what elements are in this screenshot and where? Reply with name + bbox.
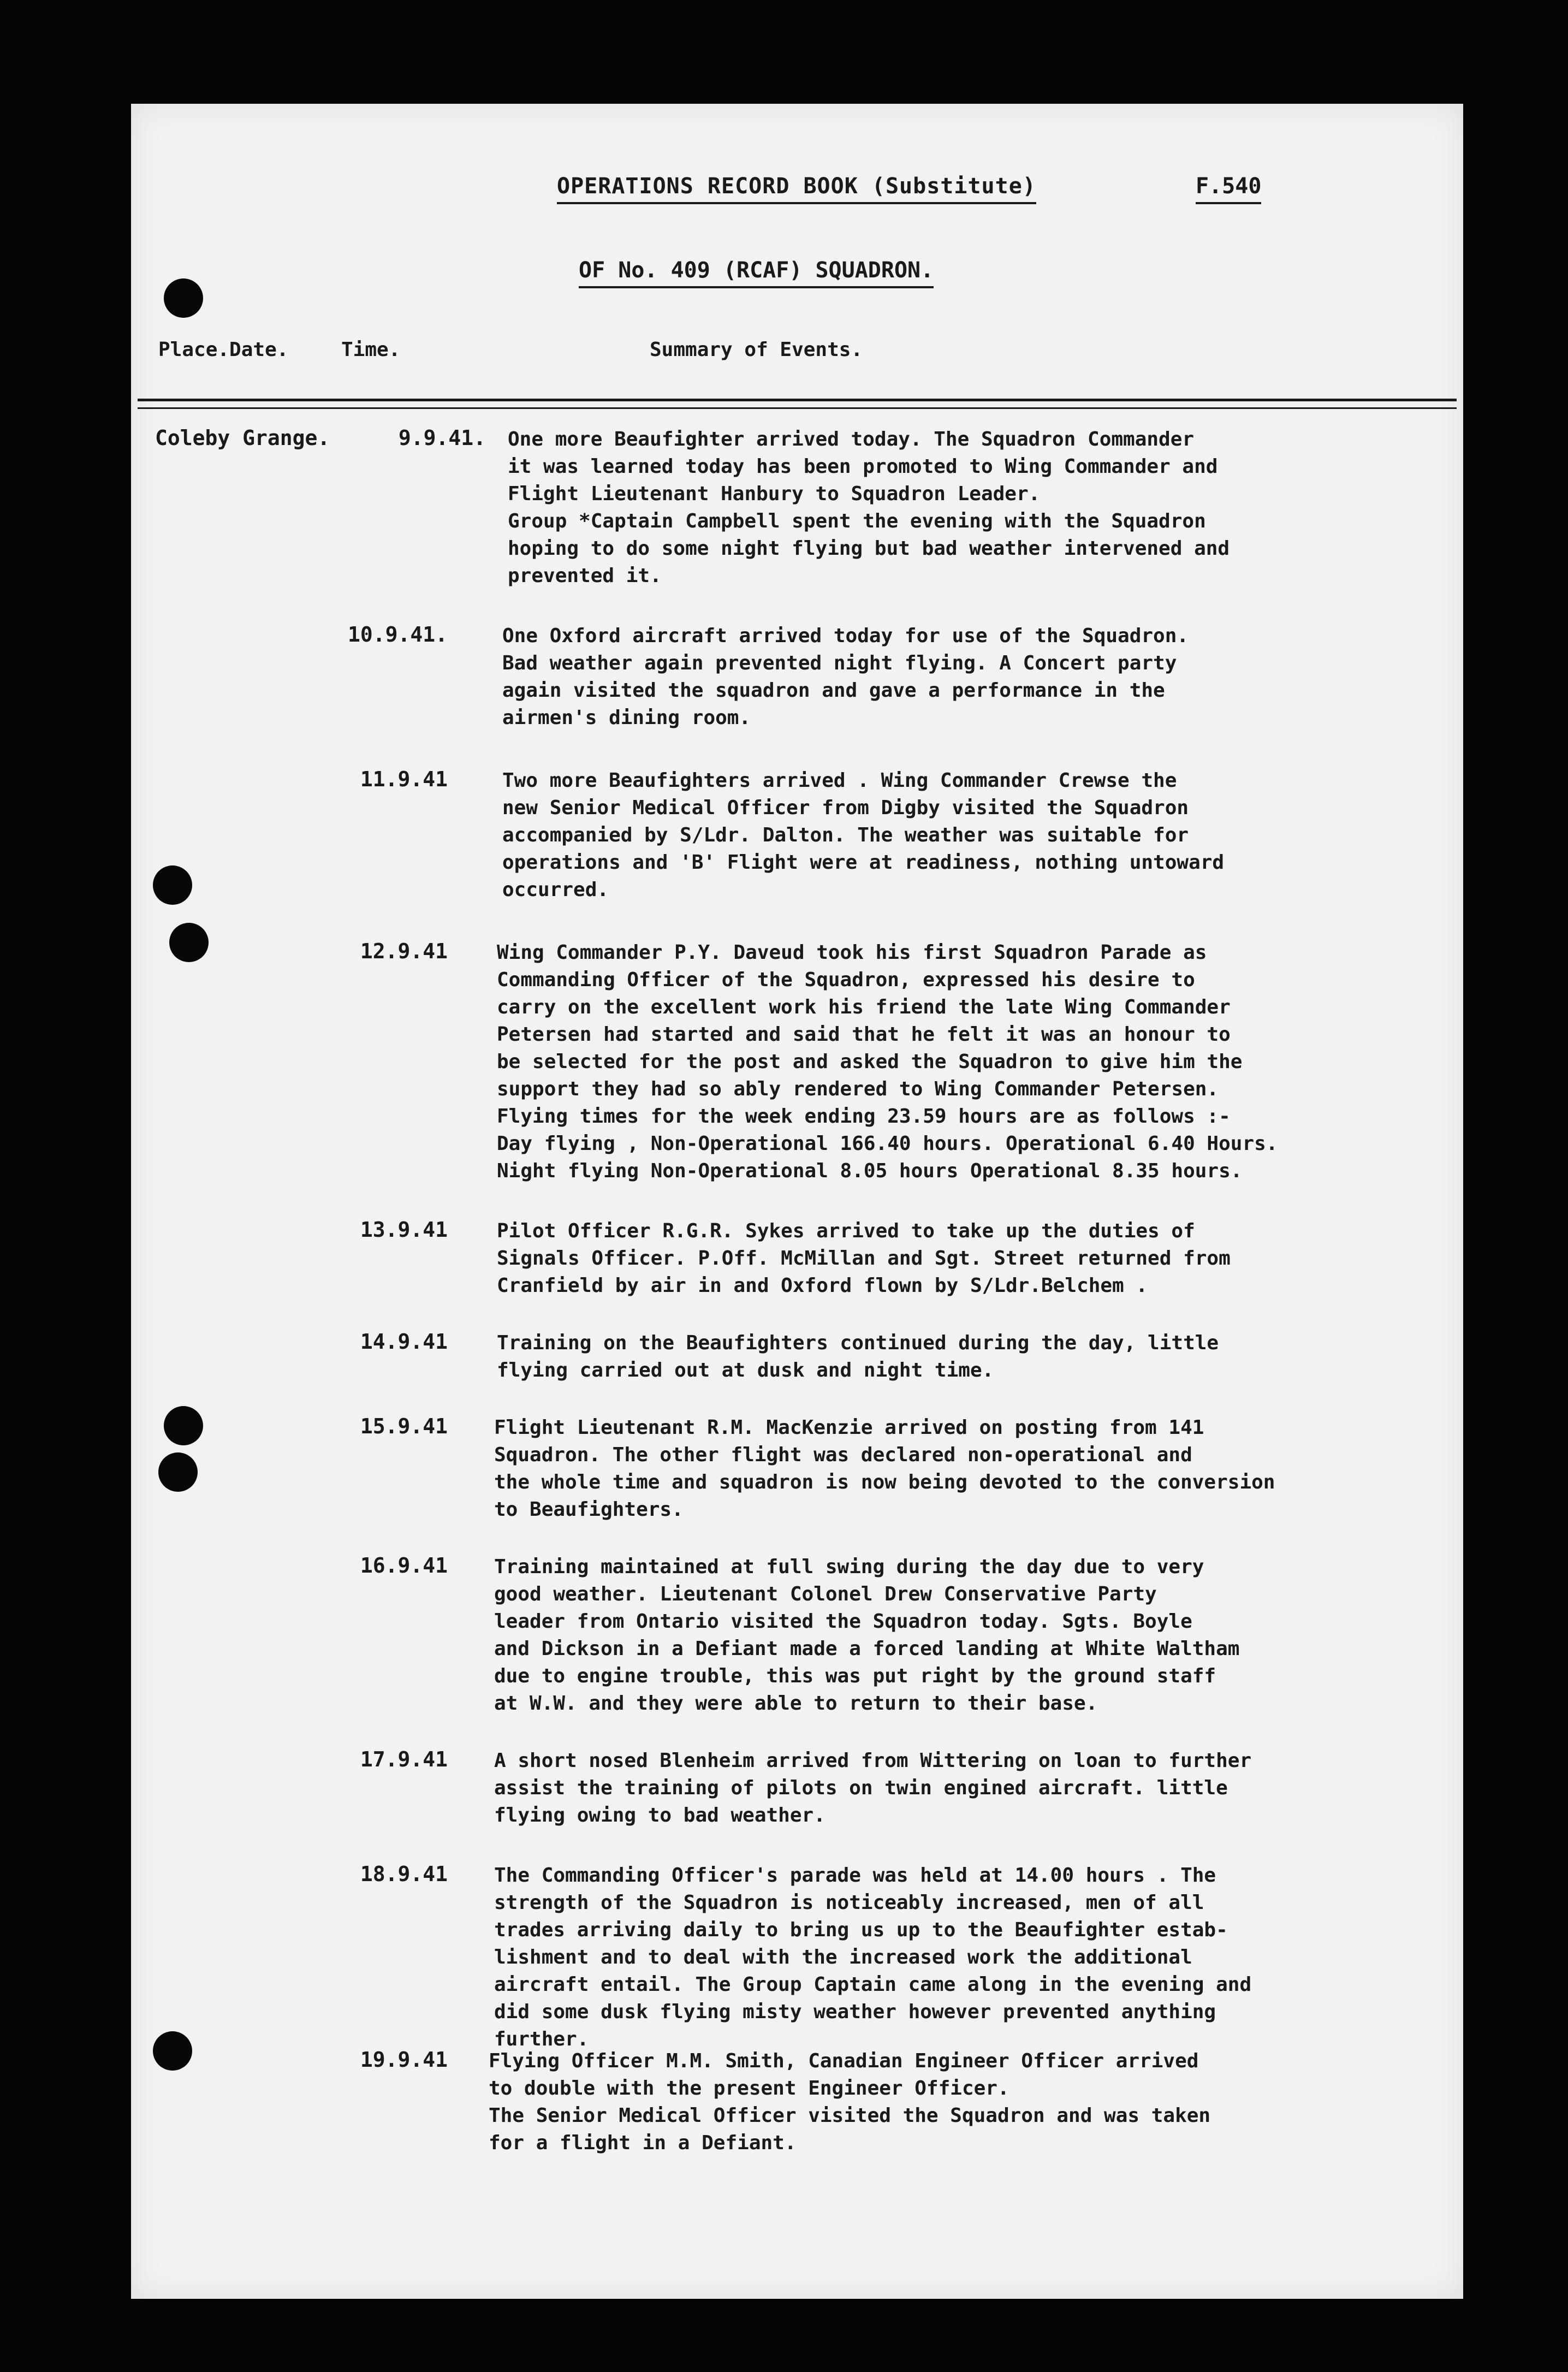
entry-date: 13.9.41: [360, 1218, 448, 1242]
header-divider: [138, 399, 1457, 401]
punch-hole: [153, 2031, 192, 2071]
header-divider-thin: [138, 407, 1457, 409]
entry-date: 17.9.41: [360, 1747, 448, 1771]
entry-date: 15.9.41: [360, 1414, 448, 1438]
punch-hole: [153, 865, 192, 905]
punch-hole: [164, 278, 203, 318]
entry-summary: Wing Commander P.Y. Daveud took his first Squadron Parade as Commanding Officer of the Squadron, expressed his desire to carry on the excellent work his friend the late Wing Commander Petersen had started and said that he felt it was an honour to be selected for the post and asked the Squadron to give him the support they had so ably rendered to Wing Commander Petersen. Flying times for the week ending 23.59 hours are as follows :- Day flying , Non-Operational 166.40 hours. Operational 6.40 Hours. Night flying Non-Operational 8.05 hours Operational 8.35 hours.: [497, 941, 1278, 1182]
entry-summary: A short nosed Blenheim arrived from Wittering on loan to further assist the training of pilots on twin engined aircraft. little flying owing to bad weather.: [494, 1750, 1252, 1827]
form-title: OPERATIONS RECORD BOOK (Substitute): [557, 174, 1036, 204]
entry-date: 18.9.41: [360, 1862, 448, 1886]
entry-summary: One more Beaufighter arrived today. The Squadron Commander it was learned today has been promoted to Wing Commander and Flight Lieutenant Hanbury to Squadron Leader. Group *Captain Campbell spent the evening with the Squadron hoping to do some night flying but bad weather intervened and prevented it.: [508, 428, 1230, 587]
record-page: [131, 104, 1463, 2299]
entry-date: 19.9.41: [360, 2048, 448, 2072]
column-header-time: Time.: [341, 339, 401, 361]
entry-summary: One Oxford aircraft arrived today for use of the Squadron. Bad weather again prevented night flying. A Concert party again visited the squadron and gave a performance in the airmen's dining room.: [502, 625, 1189, 729]
entry-summary: The Commanding Officer's parade was held at 14.00 hours . The strength of the Squadron is noticeably increased, men of all trades arriving daily to bring us up to the Beaufighter estab- lishment and to deal with the increased work the additional aircraft entail. The Group Captain came along in the evening and did some dusk flying misty weather however prevented anything further.: [494, 1864, 1252, 2050]
punch-hole: [164, 1406, 203, 1445]
column-header-summary: Summary of Events.: [650, 339, 863, 361]
entry-place: Coleby Grange.: [155, 426, 330, 450]
entry-summary: Flying Officer M.M. Smith, Canadian Engineer Officer arrived to double with the present Engineer Officer. The Senior Medical Officer visited the Squadron and was taken for a flight in a Defiant.: [489, 2050, 1211, 2154]
punch-hole: [169, 923, 209, 962]
entry-date: 12.9.41: [360, 939, 448, 963]
entry-summary: Two more Beaufighters arrived . Wing Commander Crewse the new Senior Medical Officer from Digby visited the Squadron accompanied by S/Ldr. Dalton. The weather was suitable for operations and 'B' Flight were at readiness, nothing untoward occurred.: [502, 769, 1225, 901]
form-number: F.540: [1196, 174, 1261, 204]
entry-date: 10.9.41.: [347, 622, 448, 647]
entry-summary: Pilot Officer R.G.R. Sykes arrived to take up the duties of Signals Officer. P.Off. McMillan and Sgt. Street returned from Cranfield by air in and Oxford flown by S/Ldr.Belchem .: [497, 1220, 1231, 1297]
entry-date: 9.9.41.: [398, 426, 486, 450]
entry-date: 14.9.41: [360, 1330, 448, 1354]
entry-summary: Training maintained at full swing during the day due to very good weather. Lieutenant Colonel Drew Conservative Party leader from Ontario visited the Squadron today. Sgts. Boyle and Dickson in a Defiant made a forced landing at White Waltham due to engine trouble, this was put right by the ground staff at W.W. and they were able to return to their base.: [494, 1556, 1240, 1715]
punch-hole: [158, 1452, 198, 1492]
entry-summary: Flight Lieutenant R.M. MacKenzie arrived on posting from 141 Squadron. The other flight was declared non-operational and the whole time and squadron is now being devoted to the conversion to Beaufighters.: [494, 1416, 1275, 1521]
squadron-heading: OF No. 409 (RCAF) SQUADRON.: [579, 258, 934, 288]
column-header-place-date: Place.Date.: [158, 339, 289, 361]
entry-summary: Training on the Beaufighters continued during the day, little flying carried out at dusk and night time.: [497, 1332, 1219, 1381]
entry-date: 11.9.41: [360, 767, 448, 791]
entry-date: 16.9.41: [360, 1553, 448, 1578]
